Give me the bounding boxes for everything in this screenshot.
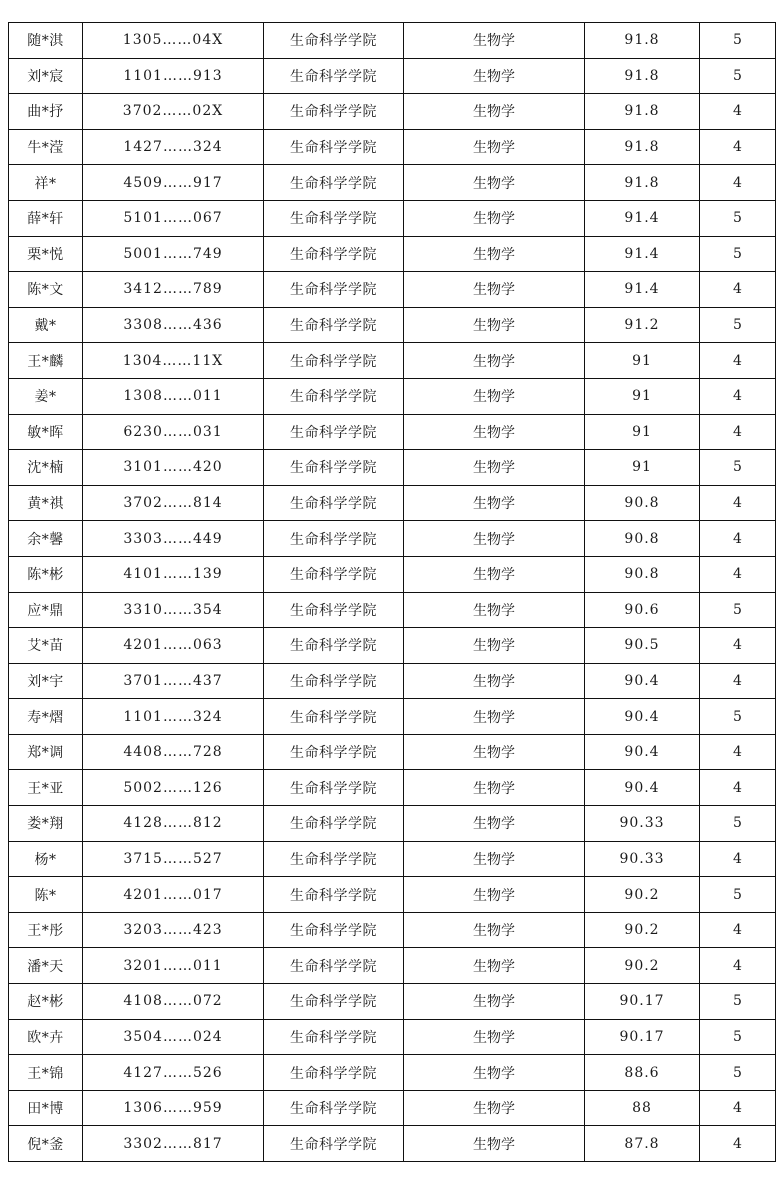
college-cell: 生命科学学院 [264, 378, 404, 414]
score-cell: 90.8 [585, 521, 700, 557]
table-row [9, 912, 776, 948]
major-cell: 生物学 [404, 485, 585, 521]
id-number-cell: 3412……789 [83, 272, 264, 308]
college-cell: 生命科学学院 [264, 841, 404, 877]
rank-cell: 5 [700, 1019, 776, 1055]
id-number-cell: 4201……063 [83, 628, 264, 664]
student-name-cell: 王*麟 [9, 343, 83, 379]
rank-cell: 5 [700, 200, 776, 236]
score-cell: 90.17 [585, 1019, 700, 1055]
table-row [9, 1090, 776, 1126]
table-row [9, 1055, 776, 1091]
id-number-cell: 3310……354 [83, 592, 264, 628]
major-cell: 生物学 [404, 1019, 585, 1055]
score-cell: 91.8 [585, 94, 700, 130]
college-cell: 生命科学学院 [264, 1090, 404, 1126]
id-number-cell: 1308……011 [83, 378, 264, 414]
student-name-cell: 寿*熠 [9, 699, 83, 735]
table-row [9, 699, 776, 735]
college-cell: 生命科学学院 [264, 343, 404, 379]
rank-cell: 4 [700, 628, 776, 664]
table-row [9, 236, 776, 272]
major-cell: 生物学 [404, 734, 585, 770]
major-cell: 生物学 [404, 948, 585, 984]
score-cell: 90.8 [585, 556, 700, 592]
student-name-cell: 陈*文 [9, 272, 83, 308]
college-cell: 生命科学学院 [264, 129, 404, 165]
score-cell: 90.8 [585, 485, 700, 521]
college-cell: 生命科学学院 [264, 450, 404, 486]
table-row [9, 58, 776, 94]
table-row [9, 556, 776, 592]
table-row [9, 984, 776, 1020]
id-number-cell: 4108……072 [83, 984, 264, 1020]
rank-cell: 4 [700, 1090, 776, 1126]
rank-cell: 5 [700, 236, 776, 272]
college-cell: 生命科学学院 [264, 58, 404, 94]
rank-cell: 4 [700, 165, 776, 201]
id-number-cell: 3203……423 [83, 912, 264, 948]
score-cell: 91.8 [585, 23, 700, 59]
rank-cell: 5 [700, 23, 776, 59]
major-cell: 生物学 [404, 556, 585, 592]
rank-cell: 4 [700, 521, 776, 557]
score-cell: 91.4 [585, 200, 700, 236]
college-cell: 生命科学学院 [264, 23, 404, 59]
score-cell: 90.2 [585, 948, 700, 984]
score-cell: 88.6 [585, 1055, 700, 1091]
college-cell: 生命科学学院 [264, 592, 404, 628]
table-row [9, 841, 776, 877]
id-number-cell: 4101……139 [83, 556, 264, 592]
score-cell: 90.2 [585, 912, 700, 948]
student-name-cell: 王*亚 [9, 770, 83, 806]
score-cell: 91 [585, 378, 700, 414]
id-number-cell: 3201……011 [83, 948, 264, 984]
major-cell: 生物学 [404, 414, 585, 450]
college-cell: 生命科学学院 [264, 272, 404, 308]
student-name-cell: 栗*悦 [9, 236, 83, 272]
student-name-cell: 倪*釜 [9, 1126, 83, 1162]
rank-cell: 4 [700, 948, 776, 984]
rank-cell: 5 [700, 58, 776, 94]
id-number-cell: 4201……017 [83, 877, 264, 913]
major-cell: 生物学 [404, 307, 585, 343]
rank-cell: 4 [700, 272, 776, 308]
student-name-cell: 欧*卉 [9, 1019, 83, 1055]
table-row [9, 592, 776, 628]
rank-cell: 5 [700, 877, 776, 913]
id-number-cell: 3101……420 [83, 450, 264, 486]
student-name-cell: 敏*晖 [9, 414, 83, 450]
score-cell: 91.4 [585, 272, 700, 308]
table-row [9, 521, 776, 557]
student-name-cell: 应*鼎 [9, 592, 83, 628]
table-row [9, 129, 776, 165]
id-number-cell: 3308……436 [83, 307, 264, 343]
college-cell: 生命科学学院 [264, 94, 404, 130]
college-cell: 生命科学学院 [264, 485, 404, 521]
rank-cell: 5 [700, 1055, 776, 1091]
college-cell: 生命科学学院 [264, 806, 404, 842]
student-name-cell: 郑*调 [9, 734, 83, 770]
major-cell: 生物学 [404, 1126, 585, 1162]
student-name-cell: 杨* [9, 841, 83, 877]
score-cell: 87.8 [585, 1126, 700, 1162]
score-cell: 91.2 [585, 307, 700, 343]
table-row [9, 272, 776, 308]
id-number-cell: 1305……04X [83, 23, 264, 59]
college-cell: 生命科学学院 [264, 877, 404, 913]
rank-cell: 4 [700, 841, 776, 877]
id-number-cell: 3715……527 [83, 841, 264, 877]
major-cell: 生物学 [404, 236, 585, 272]
score-cell: 91.4 [585, 236, 700, 272]
major-cell: 生物学 [404, 663, 585, 699]
table-row [9, 307, 776, 343]
college-cell: 生命科学学院 [264, 521, 404, 557]
rank-cell: 4 [700, 1126, 776, 1162]
score-cell: 91.8 [585, 129, 700, 165]
id-number-cell: 5002……126 [83, 770, 264, 806]
score-cell: 88 [585, 1090, 700, 1126]
rank-cell: 5 [700, 984, 776, 1020]
id-number-cell: 3702……02X [83, 94, 264, 130]
college-cell: 生命科学学院 [264, 1126, 404, 1162]
score-cell: 91.8 [585, 165, 700, 201]
rank-cell: 4 [700, 343, 776, 379]
major-cell: 生物学 [404, 450, 585, 486]
student-name-cell: 余*馨 [9, 521, 83, 557]
rank-cell: 4 [700, 94, 776, 130]
college-cell: 生命科学学院 [264, 307, 404, 343]
id-number-cell: 4128……812 [83, 806, 264, 842]
table-row [9, 877, 776, 913]
id-number-cell: 3302……817 [83, 1126, 264, 1162]
table-row [9, 94, 776, 130]
id-number-cell: 5101……067 [83, 200, 264, 236]
rank-cell: 4 [700, 912, 776, 948]
major-cell: 生物学 [404, 806, 585, 842]
student-name-cell: 艾*苗 [9, 628, 83, 664]
rank-cell: 5 [700, 592, 776, 628]
score-cell: 90.4 [585, 663, 700, 699]
major-cell: 生物学 [404, 58, 585, 94]
student-name-cell: 祥* [9, 165, 83, 201]
rank-cell: 4 [700, 378, 776, 414]
score-cell: 91 [585, 414, 700, 450]
college-cell: 生命科学学院 [264, 699, 404, 735]
score-cell: 91 [585, 450, 700, 486]
student-name-cell: 娄*翔 [9, 806, 83, 842]
student-name-cell: 随*淇 [9, 23, 83, 59]
rank-cell: 5 [700, 450, 776, 486]
major-cell: 生物学 [404, 378, 585, 414]
major-cell: 生物学 [404, 628, 585, 664]
score-cell: 90.33 [585, 841, 700, 877]
college-cell: 生命科学学院 [264, 200, 404, 236]
rank-cell: 4 [700, 734, 776, 770]
table-row [9, 806, 776, 842]
id-number-cell: 1101……324 [83, 699, 264, 735]
id-number-cell: 4509……917 [83, 165, 264, 201]
college-cell: 生命科学学院 [264, 165, 404, 201]
score-cell: 90.4 [585, 734, 700, 770]
major-cell: 生物学 [404, 984, 585, 1020]
score-cell: 90.6 [585, 592, 700, 628]
rank-cell: 4 [700, 556, 776, 592]
id-number-cell: 3702……814 [83, 485, 264, 521]
student-name-cell: 曲*抒 [9, 94, 83, 130]
major-cell: 生物学 [404, 94, 585, 130]
major-cell: 生物学 [404, 841, 585, 877]
major-cell: 生物学 [404, 592, 585, 628]
college-cell: 生命科学学院 [264, 770, 404, 806]
rank-cell: 5 [700, 699, 776, 735]
college-cell: 生命科学学院 [264, 1055, 404, 1091]
student-name-cell: 陈* [9, 877, 83, 913]
student-name-cell: 田*博 [9, 1090, 83, 1126]
id-number-cell: 1306……959 [83, 1090, 264, 1126]
rank-cell: 4 [700, 485, 776, 521]
college-cell: 生命科学学院 [264, 414, 404, 450]
rank-cell: 4 [700, 663, 776, 699]
student-name-cell: 戴* [9, 307, 83, 343]
table-body [9, 23, 776, 1162]
student-name-cell: 潘*天 [9, 948, 83, 984]
major-cell: 生物学 [404, 1090, 585, 1126]
table-row [9, 628, 776, 664]
score-cell: 90.5 [585, 628, 700, 664]
table-row [9, 450, 776, 486]
major-cell: 生物学 [404, 165, 585, 201]
score-cell: 91 [585, 343, 700, 379]
major-cell: 生物学 [404, 912, 585, 948]
student-score-table [8, 22, 776, 1162]
student-name-cell: 薛*轩 [9, 200, 83, 236]
id-number-cell: 5001……749 [83, 236, 264, 272]
score-cell: 91.8 [585, 58, 700, 94]
table-row [9, 200, 776, 236]
score-cell: 90.4 [585, 699, 700, 735]
college-cell: 生命科学学院 [264, 1019, 404, 1055]
major-cell: 生物学 [404, 521, 585, 557]
table-row [9, 378, 776, 414]
table-row [9, 485, 776, 521]
id-number-cell: 4127……526 [83, 1055, 264, 1091]
id-number-cell: 1304……11X [83, 343, 264, 379]
student-name-cell: 刘*宇 [9, 663, 83, 699]
rank-cell: 4 [700, 770, 776, 806]
score-cell: 90.2 [585, 877, 700, 913]
table-row [9, 23, 776, 59]
major-cell: 生物学 [404, 699, 585, 735]
rank-cell: 5 [700, 806, 776, 842]
student-name-cell: 刘*宸 [9, 58, 83, 94]
college-cell: 生命科学学院 [264, 236, 404, 272]
table-row [9, 165, 776, 201]
student-name-cell: 姜* [9, 378, 83, 414]
id-number-cell: 3701……437 [83, 663, 264, 699]
college-cell: 生命科学学院 [264, 663, 404, 699]
major-cell: 生物学 [404, 129, 585, 165]
major-cell: 生物学 [404, 200, 585, 236]
table-row [9, 948, 776, 984]
table-row [9, 343, 776, 379]
major-cell: 生物学 [404, 1055, 585, 1091]
score-cell: 90.17 [585, 984, 700, 1020]
table-row [9, 734, 776, 770]
college-cell: 生命科学学院 [264, 628, 404, 664]
college-cell: 生命科学学院 [264, 912, 404, 948]
rank-cell: 4 [700, 129, 776, 165]
rank-cell: 4 [700, 414, 776, 450]
college-cell: 生命科学学院 [264, 556, 404, 592]
student-name-cell: 赵*彬 [9, 984, 83, 1020]
college-cell: 生命科学学院 [264, 984, 404, 1020]
id-number-cell: 3303……449 [83, 521, 264, 557]
student-name-cell: 沈*楠 [9, 450, 83, 486]
student-name-cell: 王*彤 [9, 912, 83, 948]
score-cell: 90.4 [585, 770, 700, 806]
id-number-cell: 4408……728 [83, 734, 264, 770]
college-cell: 生命科学学院 [264, 734, 404, 770]
score-cell: 90.33 [585, 806, 700, 842]
student-name-cell: 黄*祺 [9, 485, 83, 521]
major-cell: 生物学 [404, 343, 585, 379]
id-number-cell: 1427……324 [83, 129, 264, 165]
college-cell: 生命科学学院 [264, 948, 404, 984]
document-page [8, 22, 775, 1162]
major-cell: 生物学 [404, 272, 585, 308]
student-name-cell: 王*锦 [9, 1055, 83, 1091]
rank-cell: 5 [700, 307, 776, 343]
major-cell: 生物学 [404, 23, 585, 59]
id-number-cell: 6230……031 [83, 414, 264, 450]
table-row [9, 1126, 776, 1162]
student-name-cell: 牛*滢 [9, 129, 83, 165]
major-cell: 生物学 [404, 770, 585, 806]
student-name-cell: 陈*彬 [9, 556, 83, 592]
major-cell: 生物学 [404, 877, 585, 913]
table-row [9, 1019, 776, 1055]
table-row [9, 770, 776, 806]
id-number-cell: 1101……913 [83, 58, 264, 94]
table-row [9, 663, 776, 699]
id-number-cell: 3504……024 [83, 1019, 264, 1055]
table-row [9, 414, 776, 450]
